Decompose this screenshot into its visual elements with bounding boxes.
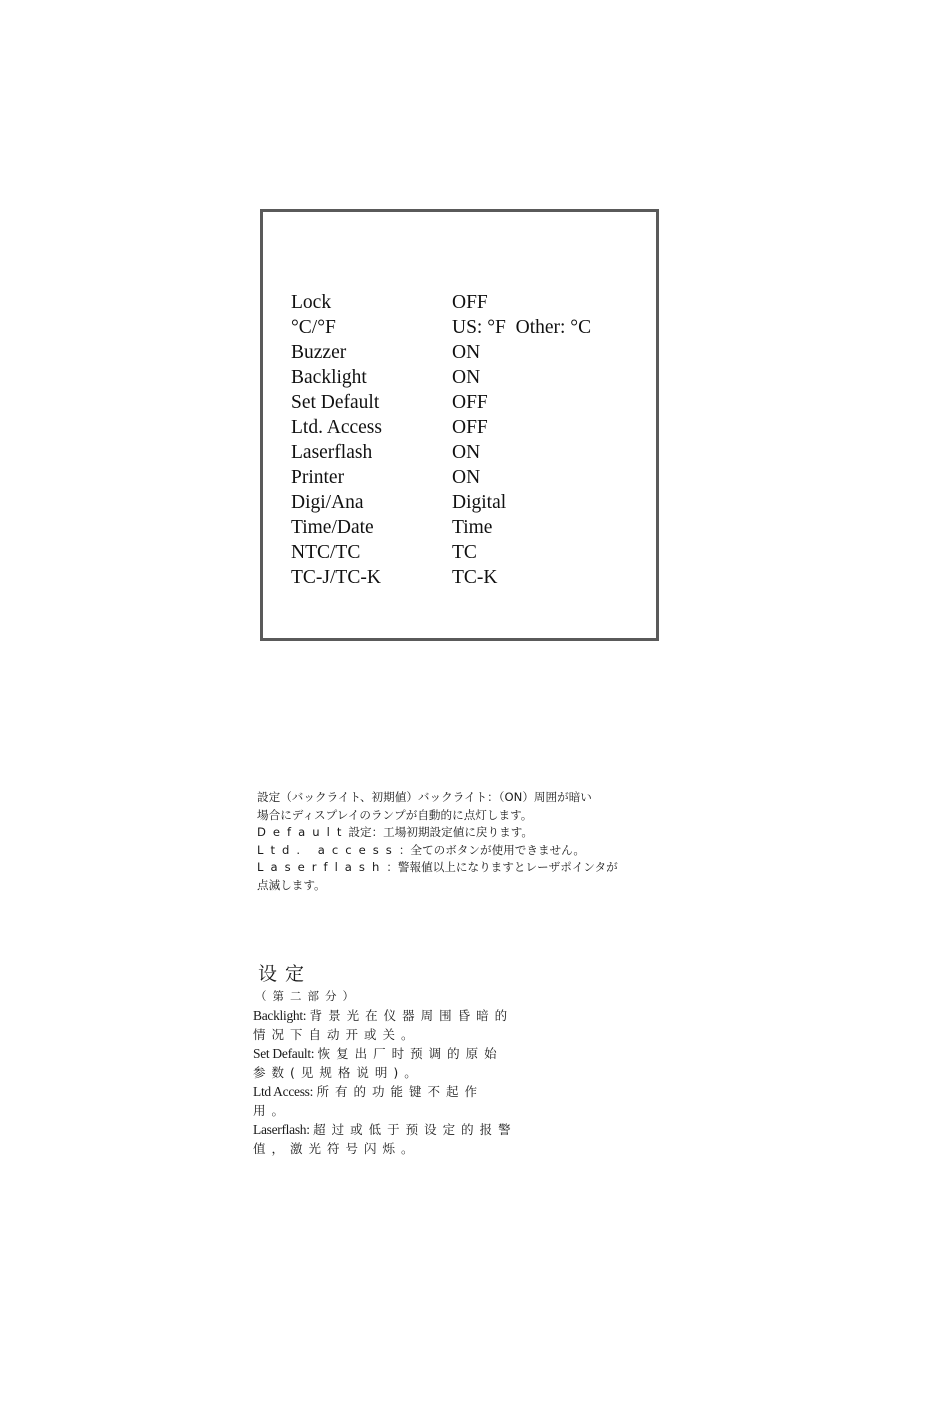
setting-label: Buzzer: [291, 342, 347, 363]
setting-value: TC: [452, 542, 477, 563]
setting-label: Ltd. Access: [291, 417, 382, 438]
jp-line-default: [257, 824, 667, 842]
cn-line-ltd-access: [253, 1082, 673, 1101]
setting-value: OFF: [452, 392, 488, 413]
cn-line-set-default: [253, 1044, 673, 1063]
cn-text: 背景光在仪器周围昏暗的: [309, 1008, 514, 1023]
jp-line: 点滅します。: [257, 877, 326, 892]
jp-line: 場合にディスプレイのランプが自動的に点灯します。: [257, 807, 533, 822]
setting-label: NTC/TC: [291, 542, 361, 563]
jp-text: 設定：工場初期設定値に戻ります。: [348, 825, 533, 839]
jp-term: Ltd. access: [257, 842, 399, 857]
cn-text: 所有的功能键不起作: [316, 1084, 483, 1099]
cn-title: 设定: [258, 963, 313, 985]
jp-line: 設定（バックライト、初期値）バックライト：（ON）周囲が暗い: [257, 790, 592, 804]
jp-text: ：全てのボタンが使用できません。: [398, 842, 586, 857]
setting-label: Lock: [291, 292, 332, 313]
jp-text: ：警報値以上になりますとレーザポインタが: [386, 860, 618, 874]
setting-label: Backlight: [291, 367, 367, 388]
chinese-description: [253, 960, 673, 1158]
setting-label: Set Default: [291, 392, 380, 413]
cn-line-laserflash: [253, 1120, 673, 1139]
setting-label: Laserflash: [291, 442, 373, 463]
cn-line: [253, 1139, 673, 1158]
cn-term: Laserflash:: [253, 1122, 310, 1137]
cn-line: [253, 1063, 673, 1082]
cn-term: Set Default:: [253, 1046, 315, 1061]
jp-term: Laserflash: [257, 860, 387, 874]
setting-value: ON: [452, 367, 481, 388]
cn-text: 参数(见规格说明)。: [253, 1065, 423, 1080]
cn-term: Backlight:: [253, 1008, 307, 1023]
setting-value: Time: [452, 517, 493, 538]
settings-table-box: [260, 209, 659, 641]
setting-label: Printer: [291, 467, 345, 488]
jp-line-laserflash: [257, 859, 667, 877]
jp-term: Default: [257, 825, 349, 839]
cn-subtitle: （第二部分）: [255, 989, 360, 1003]
setting-label: °C/°F: [291, 317, 336, 338]
japanese-description: [257, 789, 667, 894]
cn-text: 超过或低于预设定的报警: [313, 1122, 517, 1137]
cn-text: 用。: [253, 1103, 291, 1118]
setting-value: TC-K: [452, 567, 498, 588]
setting-label: TC-J/TC-K: [291, 567, 381, 588]
setting-value: US: °F Other: °C: [452, 317, 592, 338]
cn-text: 值，激光符号闪烁。: [253, 1141, 420, 1156]
cn-term: Ltd Access:: [253, 1084, 314, 1099]
setting-value: OFF: [452, 417, 488, 438]
cn-line-backlight: [253, 1006, 673, 1025]
setting-value: OFF: [452, 292, 488, 313]
cn-text: 情况下自动开或关。: [253, 1027, 420, 1042]
setting-value: ON: [452, 342, 481, 363]
setting-value: Digital: [452, 492, 507, 513]
jp-line-ltd-access: [257, 842, 667, 860]
setting-label: Time/Date: [291, 517, 374, 538]
cn-text: 恢复出厂时预调的原始: [317, 1046, 503, 1061]
setting-label: Digi/Ana: [291, 492, 364, 513]
cn-line: [253, 1025, 673, 1044]
cn-line: [253, 1101, 673, 1120]
setting-value: ON: [452, 442, 481, 463]
setting-value: ON: [452, 467, 481, 488]
